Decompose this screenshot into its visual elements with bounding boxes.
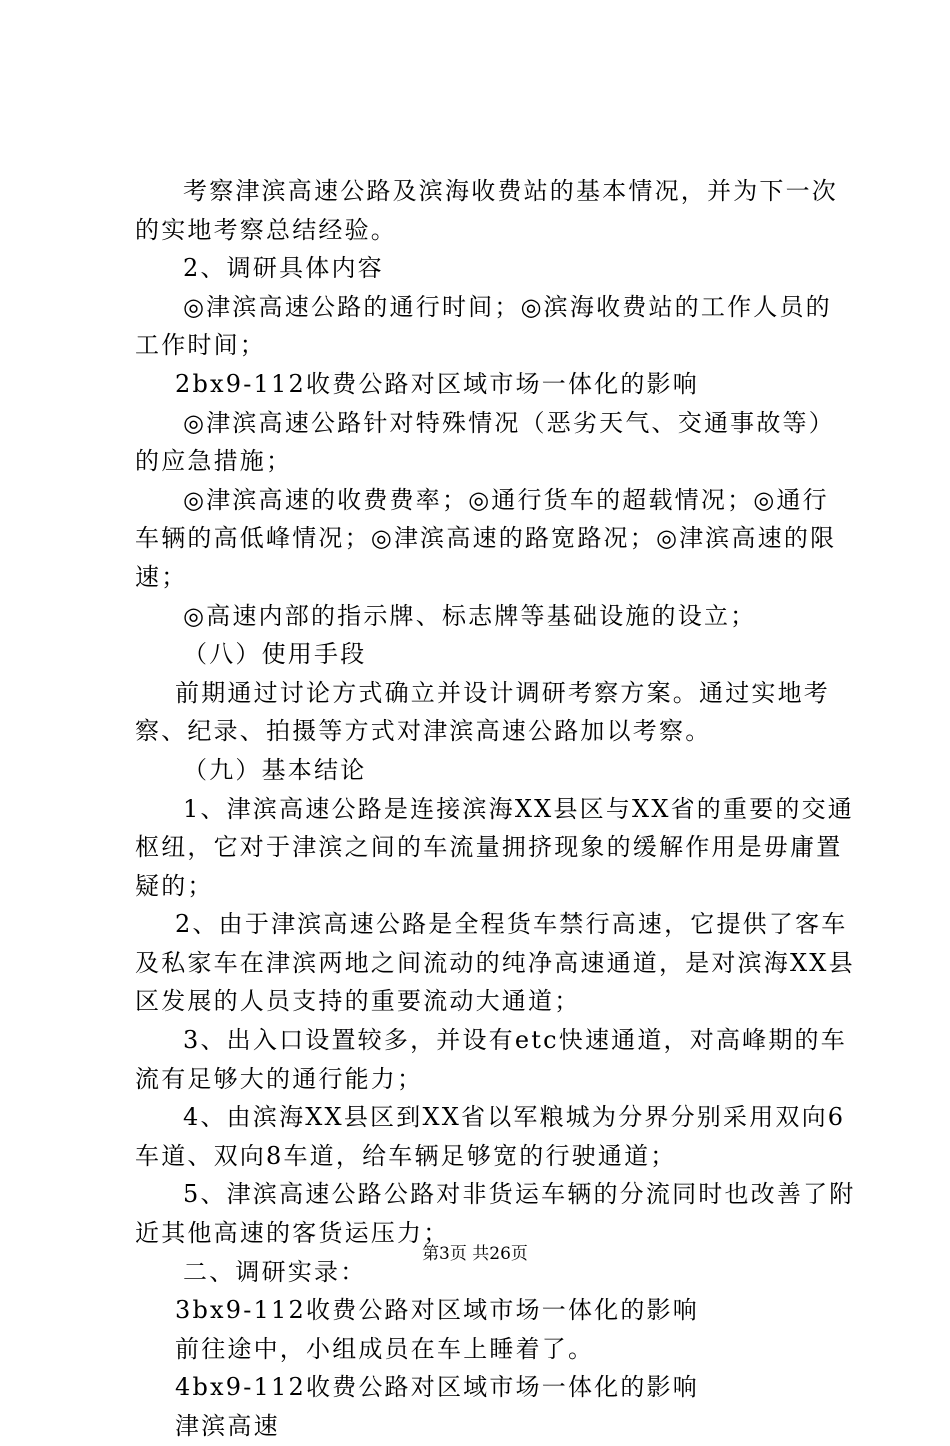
page-footer: 第3页 共26页 bbox=[422, 1244, 528, 1264]
text-line: ◎津滨高速的收费费率；◎通行货车的超载情况；◎通行 bbox=[183, 485, 829, 514]
text-line: 2bx9-112收费公路对区域市场一体化的影响 bbox=[175, 369, 699, 398]
text-line: 1、津滨高速公路是连接滨海XX县区与XX省的重要的交通 bbox=[183, 794, 855, 823]
text-line: 车辆的高低峰情况；◎津滨高速的路宽路况；◎津滨高速的限 bbox=[135, 524, 837, 553]
text-line: ◎津滨高速公路的通行时间；◎滨海收费站的工作人员的 bbox=[183, 292, 832, 321]
text-line: ◎高速内部的指示牌、标志牌等基础设施的设立； bbox=[183, 601, 757, 630]
text-line: 近其他高速的客货运压力； bbox=[135, 1219, 450, 1248]
text-line: （八）使用手段 bbox=[183, 640, 367, 669]
text-line: 考察津滨高速公路及滨海收费站的基本情况，并为下一次 bbox=[183, 177, 838, 205]
text-line: 津滨高速 bbox=[175, 1412, 280, 1440]
text-line: 3bx9-112收费公路对区域市场一体化的影响 bbox=[175, 1296, 699, 1325]
text-line: 速； bbox=[135, 562, 188, 591]
text-line: 前期通过讨论方式确立并设计调研考察方案。通过实地考 bbox=[175, 678, 830, 707]
text-line: 4bx9-112收费公路对区域市场一体化的影响 bbox=[175, 1373, 699, 1402]
text-line: 车道、双向8车道，给车辆足够宽的行驶通道； bbox=[135, 1141, 677, 1170]
text-line: 5、津滨高速公路公路对非货运车辆的分流同时也改善了附 bbox=[183, 1180, 856, 1209]
text-line: 的应急措施； bbox=[135, 447, 293, 476]
text-line: 前往途中，小组成员在车上睡着了。 bbox=[175, 1334, 595, 1363]
text-line: 流有足够大的通行能力； bbox=[135, 1064, 424, 1093]
text-line: 2、由于津滨高速公路是全程货车禁行高速，它提供了客车 bbox=[175, 910, 848, 939]
text-line: 4、由滨海XX县区到XX省以军粮城为分界分别采用双向6 bbox=[183, 1103, 846, 1132]
text-line: 工作时间； bbox=[135, 331, 266, 360]
text-line: 区发展的人员支持的重要流动大通道； bbox=[135, 987, 581, 1016]
text-line: （九）基本结论 bbox=[183, 755, 367, 784]
text-line: ◎津滨高速公路针对特殊情况（恶劣天气、交通事故等） bbox=[183, 408, 835, 437]
text-line: 察、纪录、拍摄等方式对津滨高速公路加以考察。 bbox=[135, 717, 712, 746]
text-line: 的实地考察总结经验。 bbox=[135, 215, 397, 244]
text-line: 3、出入口设置较多，并设有etc快速通道，对高峰期的车 bbox=[183, 1026, 847, 1055]
text-line: 二、调研实录： bbox=[183, 1257, 367, 1286]
text-line: 疑的； bbox=[135, 871, 214, 900]
text-line: 枢纽，它对于津滨之间的车流量拥挤现象的缓解作用是毋庸置 bbox=[135, 833, 843, 862]
text-line: 2、调研具体内容 bbox=[183, 254, 384, 283]
text-line: 及私家车在津滨两地之间流动的纯净高速通道，是对滨海XX县 bbox=[135, 948, 855, 977]
